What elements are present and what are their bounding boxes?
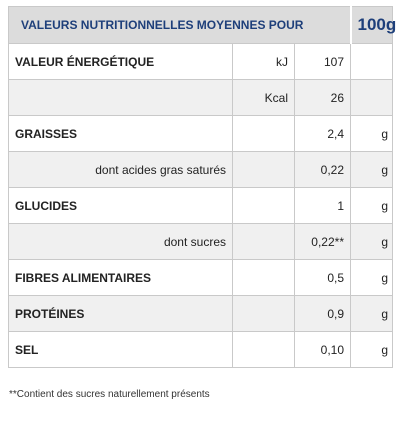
table-row-fibre	[9, 260, 393, 296]
nutrient-gram-unit: g	[351, 296, 393, 332]
nutrient-name: PROTÉINES	[9, 296, 233, 332]
table-row-fat	[9, 116, 393, 152]
table-row-carbohydrates	[9, 188, 393, 224]
nutrient-value: 1	[295, 188, 351, 224]
nutrient-gram-unit: g	[351, 152, 393, 188]
nutrient-gram-unit: g	[351, 260, 393, 296]
table-row-salt	[9, 332, 393, 368]
nutrient-name: dont sucres	[9, 224, 233, 260]
nutrient-name: GLUCIDES	[9, 188, 233, 224]
table-header-row	[9, 7, 393, 44]
footnote: **Contient des sucres naturellement présents	[9, 389, 210, 400]
nutrient-unit	[233, 224, 295, 260]
nutrient-unit	[233, 332, 295, 368]
nutrient-name: SEL	[9, 332, 233, 368]
nutrient-unit	[233, 260, 295, 296]
nutrient-unit	[233, 296, 295, 332]
nutrient-unit	[233, 116, 295, 152]
table-row-saturated-fat	[9, 152, 393, 188]
nutrient-unit	[233, 152, 295, 188]
nutrient-unit	[233, 188, 295, 224]
nutrient-name: VALEUR ÉNERGÉTIQUE	[9, 44, 233, 80]
nutrient-value: 26	[295, 80, 351, 116]
nutrient-value: 0,10	[295, 332, 351, 368]
nutrient-value: 0,5	[295, 260, 351, 296]
header-label: VALEURS NUTRITIONNELLES MOYENNES POUR	[9, 7, 351, 44]
nutrient-name: dont acides gras saturés	[9, 152, 233, 188]
table-row-protein	[9, 296, 393, 332]
nutrient-name	[9, 80, 233, 116]
nutrient-name: GRAISSES	[9, 116, 233, 152]
nutrient-value: 0,9	[295, 296, 351, 332]
nutrient-value: 0,22	[295, 152, 351, 188]
nutrient-gram-unit: g	[351, 332, 393, 368]
nutrient-gram-unit: g	[351, 188, 393, 224]
nutrient-gram-unit: g	[351, 224, 393, 260]
nutrient-value: 107	[295, 44, 351, 80]
table-row-sugars	[9, 224, 393, 260]
table-row-energy-kj	[9, 44, 393, 80]
nutrient-unit: kJ	[233, 44, 295, 80]
nutrient-value: 2,4	[295, 116, 351, 152]
nutrient-gram-unit: g	[351, 116, 393, 152]
nutrient-gram-unit	[351, 80, 393, 116]
nutrient-name: FIBRES ALIMENTAIRES	[9, 260, 233, 296]
table-row-energy-kcal	[9, 80, 393, 116]
nutrient-gram-unit	[351, 44, 393, 80]
header-quantity: 100g	[351, 7, 393, 44]
nutrition-table	[8, 6, 397, 368]
nutrient-unit: Kcal	[233, 80, 295, 116]
nutrient-value: 0,22**	[295, 224, 351, 260]
